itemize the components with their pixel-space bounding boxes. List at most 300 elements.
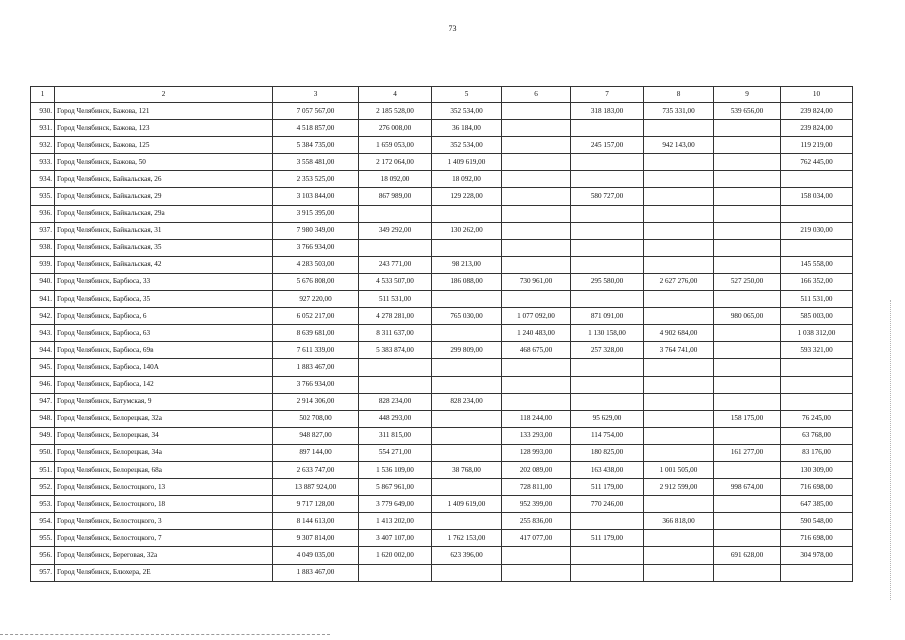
amount-cell: 9 307 814,00 xyxy=(273,530,359,547)
table-row xyxy=(31,120,853,137)
amount-cell xyxy=(502,188,571,205)
column-header-6: 6 xyxy=(502,87,571,103)
amount-cell: 4 518 857,00 xyxy=(273,120,359,137)
address-cell: Город Челябинск, Барбюса, 6 xyxy=(55,308,273,325)
table-row xyxy=(31,376,853,393)
amount-cell: 245 157,00 xyxy=(571,137,644,154)
amount-cell: 2 172 064,00 xyxy=(359,154,432,171)
amount-cell xyxy=(432,427,502,444)
row-number-cell: 946. xyxy=(31,376,55,393)
amount-cell xyxy=(432,444,502,461)
amount-cell xyxy=(714,137,781,154)
amount-cell: 623 396,00 xyxy=(432,547,502,564)
table-row xyxy=(31,256,853,273)
amount-cell xyxy=(502,393,571,410)
amount-cell xyxy=(714,564,781,581)
amount-cell: 3 407 107,00 xyxy=(359,530,432,547)
row-number-cell: 931. xyxy=(31,120,55,137)
footer-rule xyxy=(0,634,330,635)
amount-cell: 119 219,00 xyxy=(781,137,853,154)
address-cell: Город Челябинск, Белорецкая, 68а xyxy=(55,461,273,478)
amount-cell xyxy=(502,103,571,120)
amount-cell xyxy=(644,444,714,461)
amount-cell xyxy=(644,188,714,205)
amount-cell: 585 003,00 xyxy=(781,308,853,325)
amount-cell xyxy=(714,256,781,273)
amount-cell: 202 089,00 xyxy=(502,461,571,478)
amount-cell xyxy=(714,376,781,393)
amount-cell: 511 179,00 xyxy=(571,479,644,496)
amount-cell xyxy=(714,239,781,256)
table-row xyxy=(31,291,853,308)
amount-cell: 867 989,00 xyxy=(359,188,432,205)
amount-cell xyxy=(714,427,781,444)
address-cell: Город Челябинск, Барбюса, 35 xyxy=(55,291,273,308)
table-row xyxy=(31,222,853,239)
table-row xyxy=(31,393,853,410)
amount-cell xyxy=(644,564,714,581)
table-row xyxy=(31,273,853,290)
address-cell: Город Челябинск, Байкальская, 31 xyxy=(55,222,273,239)
address-cell: Город Челябинск, Барбюса, 140А xyxy=(55,359,273,376)
address-cell: Город Челябинск, Бажова, 125 xyxy=(55,137,273,154)
amount-cell xyxy=(502,154,571,171)
row-number-cell: 945. xyxy=(31,359,55,376)
amount-cell: 130 309,00 xyxy=(781,461,853,478)
amount-cell: 158 175,00 xyxy=(714,410,781,427)
amount-cell: 1 409 619,00 xyxy=(432,154,502,171)
row-number-cell: 948. xyxy=(31,410,55,427)
amount-cell: 770 246,00 xyxy=(571,496,644,513)
amount-cell xyxy=(502,137,571,154)
amount-cell: 647 385,00 xyxy=(781,496,853,513)
amount-cell: 318 183,00 xyxy=(571,103,644,120)
amount-cell: 942 143,00 xyxy=(644,137,714,154)
amount-cell: 3 764 741,00 xyxy=(644,342,714,359)
address-cell: Город Челябинск, Белостоцкого, 7 xyxy=(55,530,273,547)
table-row xyxy=(31,205,853,222)
amount-cell: 3 915 395,00 xyxy=(273,205,359,222)
table-row xyxy=(31,461,853,478)
address-cell: Город Челябинск, Барбюса, 142 xyxy=(55,376,273,393)
amount-cell: 243 771,00 xyxy=(359,256,432,273)
amount-cell xyxy=(432,205,502,222)
row-number-cell: 937. xyxy=(31,222,55,239)
amount-cell xyxy=(571,222,644,239)
table-row xyxy=(31,427,853,444)
row-number-cell: 932. xyxy=(31,137,55,154)
amount-cell xyxy=(571,205,644,222)
amount-cell: 255 836,00 xyxy=(502,513,571,530)
amount-cell: 448 293,00 xyxy=(359,410,432,427)
table-row xyxy=(31,513,853,530)
amount-cell: 9 717 128,00 xyxy=(273,496,359,513)
amount-cell: 145 558,00 xyxy=(781,256,853,273)
amount-cell: 219 030,00 xyxy=(781,222,853,239)
amount-cell: 3 779 649,00 xyxy=(359,496,432,513)
amount-cell: 163 438,00 xyxy=(571,461,644,478)
amount-cell: 36 184,00 xyxy=(432,120,502,137)
amount-cell: 735 331,00 xyxy=(644,103,714,120)
amount-cell xyxy=(714,171,781,188)
amount-cell xyxy=(571,393,644,410)
address-cell: Город Челябинск, Байкальская, 42 xyxy=(55,256,273,273)
amount-cell xyxy=(714,393,781,410)
amount-cell: 295 580,00 xyxy=(571,273,644,290)
table-row xyxy=(31,137,853,154)
amount-cell: 1 001 505,00 xyxy=(644,461,714,478)
amount-cell xyxy=(781,239,853,256)
amount-cell xyxy=(644,393,714,410)
table-row xyxy=(31,359,853,376)
column-header-8: 8 xyxy=(644,87,714,103)
amount-cell: 83 176,00 xyxy=(781,444,853,461)
amount-cell: 8 144 613,00 xyxy=(273,513,359,530)
amount-cell: 166 352,00 xyxy=(781,273,853,290)
amount-cell xyxy=(432,410,502,427)
amount-cell xyxy=(644,496,714,513)
amount-cell: 527 250,00 xyxy=(714,273,781,290)
amount-cell: 8 639 681,00 xyxy=(273,325,359,342)
amount-cell: 128 993,00 xyxy=(502,444,571,461)
amount-cell xyxy=(432,239,502,256)
amount-cell: 980 065,00 xyxy=(714,308,781,325)
amount-cell xyxy=(432,376,502,393)
table-row xyxy=(31,154,853,171)
amount-cell xyxy=(644,256,714,273)
row-number-cell: 954. xyxy=(31,513,55,530)
amount-cell: 590 548,00 xyxy=(781,513,853,530)
amount-cell: 114 754,00 xyxy=(571,427,644,444)
amount-cell: 3 766 934,00 xyxy=(273,239,359,256)
amount-cell xyxy=(359,359,432,376)
column-header-9: 9 xyxy=(714,87,781,103)
amount-cell: 7 980 349,00 xyxy=(273,222,359,239)
amount-cell xyxy=(644,291,714,308)
amount-cell: 511 531,00 xyxy=(359,291,432,308)
amount-cell xyxy=(571,154,644,171)
amount-cell: 765 030,00 xyxy=(432,308,502,325)
address-cell: Город Челябинск, Береговая, 32а xyxy=(55,547,273,564)
amount-cell: 728 811,00 xyxy=(502,479,571,496)
amount-cell xyxy=(571,376,644,393)
address-cell: Город Челябинск, Барбюса, 33 xyxy=(55,273,273,290)
row-number-cell: 957. xyxy=(31,564,55,581)
table-row xyxy=(31,547,853,564)
amount-cell: 38 768,00 xyxy=(432,461,502,478)
amount-cell: 3 103 844,00 xyxy=(273,188,359,205)
amount-cell xyxy=(432,291,502,308)
scan-edge-mark xyxy=(890,300,897,600)
table-row xyxy=(31,444,853,461)
amount-cell: 468 675,00 xyxy=(502,342,571,359)
amount-cell: 129 228,00 xyxy=(432,188,502,205)
amount-cell xyxy=(644,530,714,547)
amount-cell xyxy=(781,359,853,376)
address-cell: Город Челябинск, Бажова, 50 xyxy=(55,154,273,171)
amount-cell xyxy=(644,308,714,325)
address-cell: Город Челябинск, Байкальская, 26 xyxy=(55,171,273,188)
amount-cell xyxy=(781,376,853,393)
amount-cell xyxy=(359,376,432,393)
column-header-4: 4 xyxy=(359,87,432,103)
amount-cell xyxy=(571,120,644,137)
column-header-3: 3 xyxy=(273,87,359,103)
amount-cell xyxy=(714,154,781,171)
amount-cell: 239 824,00 xyxy=(781,103,853,120)
amount-cell: 13 887 924,00 xyxy=(273,479,359,496)
address-cell: Город Челябинск, Белорецкая, 34 xyxy=(55,427,273,444)
amount-cell xyxy=(432,325,502,342)
amount-cell: 2 627 276,00 xyxy=(644,273,714,290)
amount-cell: 580 727,00 xyxy=(571,188,644,205)
amount-cell: 691 628,00 xyxy=(714,547,781,564)
amount-cell: 6 052 217,00 xyxy=(273,308,359,325)
amount-cell: 1 762 153,00 xyxy=(432,530,502,547)
column-header-10: 10 xyxy=(781,87,853,103)
amount-cell xyxy=(502,222,571,239)
table-row xyxy=(31,325,853,342)
header-row xyxy=(31,87,853,103)
amount-cell xyxy=(359,564,432,581)
amount-cell xyxy=(714,120,781,137)
row-number-cell: 940. xyxy=(31,273,55,290)
column-header-7: 7 xyxy=(571,87,644,103)
amount-cell: 3 558 481,00 xyxy=(273,154,359,171)
amount-cell: 158 034,00 xyxy=(781,188,853,205)
address-cell: Город Челябинск, Байкальская, 35 xyxy=(55,239,273,256)
amount-cell: 998 674,00 xyxy=(714,479,781,496)
row-number-cell: 952. xyxy=(31,479,55,496)
amount-cell xyxy=(502,376,571,393)
amount-cell: 352 534,00 xyxy=(432,137,502,154)
amount-cell: 4 049 035,00 xyxy=(273,547,359,564)
amount-cell: 130 262,00 xyxy=(432,222,502,239)
amount-cell xyxy=(359,239,432,256)
amount-cell: 5 384 735,00 xyxy=(273,137,359,154)
amount-cell: 1 077 092,00 xyxy=(502,308,571,325)
amount-cell xyxy=(781,393,853,410)
amount-cell: 186 088,00 xyxy=(432,273,502,290)
address-cell: Город Челябинск, Байкальская, 29 xyxy=(55,188,273,205)
amount-cell xyxy=(644,239,714,256)
row-number-cell: 942. xyxy=(31,308,55,325)
amount-cell: 18 092,00 xyxy=(432,171,502,188)
amount-cell: 927 220,00 xyxy=(273,291,359,308)
amount-cell xyxy=(714,325,781,342)
row-number-cell: 950. xyxy=(31,444,55,461)
amount-cell: 828 234,00 xyxy=(359,393,432,410)
amount-cell: 2 914 306,00 xyxy=(273,393,359,410)
amount-cell: 1 620 002,00 xyxy=(359,547,432,564)
amount-cell: 828 234,00 xyxy=(432,393,502,410)
amount-cell: 366 818,00 xyxy=(644,513,714,530)
amount-cell xyxy=(644,427,714,444)
amount-cell: 1 413 202,00 xyxy=(359,513,432,530)
amount-cell xyxy=(714,205,781,222)
amount-cell: 4 278 281,00 xyxy=(359,308,432,325)
amount-cell xyxy=(571,239,644,256)
amount-cell xyxy=(571,256,644,273)
amount-cell xyxy=(571,564,644,581)
row-number-cell: 955. xyxy=(31,530,55,547)
amount-cell: 76 245,00 xyxy=(781,410,853,427)
amount-cell: 5 867 961,00 xyxy=(359,479,432,496)
amount-cell xyxy=(432,564,502,581)
row-number-cell: 947. xyxy=(31,393,55,410)
row-number-cell: 943. xyxy=(31,325,55,342)
amount-cell: 5 676 808,00 xyxy=(273,273,359,290)
amount-cell xyxy=(502,291,571,308)
row-number-cell: 938. xyxy=(31,239,55,256)
amount-cell: 2 912 599,00 xyxy=(644,479,714,496)
address-cell: Город Челябинск, Белостоцкого, 18 xyxy=(55,496,273,513)
amount-cell: 5 383 874,00 xyxy=(359,342,432,359)
amount-cell: 871 091,00 xyxy=(571,308,644,325)
row-number-cell: 944. xyxy=(31,342,55,359)
amount-cell xyxy=(502,120,571,137)
amount-cell: 239 824,00 xyxy=(781,120,853,137)
amount-cell: 1 240 483,00 xyxy=(502,325,571,342)
table-row xyxy=(31,496,853,513)
amount-cell: 4 283 503,00 xyxy=(273,256,359,273)
amount-cell xyxy=(502,359,571,376)
amount-cell xyxy=(714,513,781,530)
table-body xyxy=(31,87,853,582)
table-row xyxy=(31,188,853,205)
amount-cell: 539 656,00 xyxy=(714,103,781,120)
amount-cell: 311 815,00 xyxy=(359,427,432,444)
amount-cell: 118 244,00 xyxy=(502,410,571,427)
amount-cell: 3 766 934,00 xyxy=(273,376,359,393)
amount-cell xyxy=(644,120,714,137)
amount-cell: 2 185 528,00 xyxy=(359,103,432,120)
amount-cell xyxy=(502,547,571,564)
amount-cell: 1 130 158,00 xyxy=(571,325,644,342)
table-row xyxy=(31,530,853,547)
amount-cell: 952 399,00 xyxy=(502,496,571,513)
amount-cell: 417 077,00 xyxy=(502,530,571,547)
amount-cell xyxy=(571,171,644,188)
amount-cell: 257 328,00 xyxy=(571,342,644,359)
row-number-cell: 936. xyxy=(31,205,55,222)
amount-cell: 2 633 747,00 xyxy=(273,461,359,478)
amount-cell xyxy=(781,171,853,188)
amount-cell xyxy=(432,359,502,376)
amount-cell: 716 698,00 xyxy=(781,530,853,547)
address-cell: Город Челябинск, Барбюса, 63 xyxy=(55,325,273,342)
amount-cell: 352 534,00 xyxy=(432,103,502,120)
row-number-cell: 941. xyxy=(31,291,55,308)
amount-cell xyxy=(714,461,781,478)
address-cell: Город Челябинск, Белорецкая, 32а xyxy=(55,410,273,427)
amount-cell xyxy=(714,188,781,205)
amount-cell xyxy=(644,171,714,188)
amount-cell xyxy=(571,359,644,376)
amount-cell: 502 708,00 xyxy=(273,410,359,427)
amount-cell xyxy=(714,359,781,376)
amount-cell xyxy=(714,496,781,513)
amount-cell: 730 961,00 xyxy=(502,273,571,290)
amount-cell xyxy=(502,171,571,188)
address-cell: Город Челябинск, Бажова, 123 xyxy=(55,120,273,137)
table-row xyxy=(31,479,853,496)
amount-cell: 276 008,00 xyxy=(359,120,432,137)
amount-cell: 133 293,00 xyxy=(502,427,571,444)
amount-cell xyxy=(502,564,571,581)
amount-cell: 8 311 637,00 xyxy=(359,325,432,342)
amount-cell: 511 531,00 xyxy=(781,291,853,308)
address-cell: Город Челябинск, Батумская, 9 xyxy=(55,393,273,410)
row-number-cell: 930. xyxy=(31,103,55,120)
table-row xyxy=(31,171,853,188)
page-number: 73 xyxy=(448,24,457,33)
amount-cell xyxy=(644,410,714,427)
amount-cell xyxy=(571,513,644,530)
table-row xyxy=(31,239,853,256)
amount-cell: 161 277,00 xyxy=(714,444,781,461)
row-number-cell: 935. xyxy=(31,188,55,205)
amount-cell: 1 659 053,00 xyxy=(359,137,432,154)
amount-cell: 180 825,00 xyxy=(571,444,644,461)
amount-cell: 762 445,00 xyxy=(781,154,853,171)
amount-cell: 948 827,00 xyxy=(273,427,359,444)
amount-cell xyxy=(644,205,714,222)
address-cell: Город Челябинск, Бажова, 121 xyxy=(55,103,273,120)
amount-cell: 1 536 109,00 xyxy=(359,461,432,478)
row-number-cell: 951. xyxy=(31,461,55,478)
amount-cell: 2 353 525,00 xyxy=(273,171,359,188)
amount-cell xyxy=(644,359,714,376)
row-number-cell: 933. xyxy=(31,154,55,171)
amount-cell: 299 809,00 xyxy=(432,342,502,359)
column-header-1: 1 xyxy=(31,87,55,103)
column-header-2: 2 xyxy=(55,87,273,103)
amount-cell xyxy=(432,513,502,530)
address-cell: Город Челябинск, Барбюса, 69в xyxy=(55,342,273,359)
address-cell: Город Челябинск, Байкальская, 29а xyxy=(55,205,273,222)
amount-cell xyxy=(781,205,853,222)
amount-cell xyxy=(432,479,502,496)
amount-cell xyxy=(644,547,714,564)
amount-cell xyxy=(502,256,571,273)
amount-cell: 304 978,00 xyxy=(781,547,853,564)
amount-cell: 716 698,00 xyxy=(781,479,853,496)
amount-cell xyxy=(571,547,644,564)
address-cell: Город Челябинск, Блюхера, 2Е xyxy=(55,564,273,581)
data-table xyxy=(30,86,853,582)
amount-cell: 95 629,00 xyxy=(571,410,644,427)
amount-cell xyxy=(502,205,571,222)
amount-cell: 897 144,00 xyxy=(273,444,359,461)
amount-cell: 63 768,00 xyxy=(781,427,853,444)
address-cell: Город Челябинск, Белостоцкого, 3 xyxy=(55,513,273,530)
amount-cell: 7 057 567,00 xyxy=(273,103,359,120)
amount-cell xyxy=(714,291,781,308)
amount-cell: 18 092,00 xyxy=(359,171,432,188)
amount-cell xyxy=(644,376,714,393)
amount-cell: 349 292,00 xyxy=(359,222,432,239)
table-row xyxy=(31,103,853,120)
row-number-cell: 949. xyxy=(31,427,55,444)
amount-cell: 98 213,00 xyxy=(432,256,502,273)
table-row xyxy=(31,564,853,581)
amount-cell: 554 271,00 xyxy=(359,444,432,461)
amount-cell: 1 038 312,00 xyxy=(781,325,853,342)
amount-cell xyxy=(644,222,714,239)
row-number-cell: 939. xyxy=(31,256,55,273)
amount-cell xyxy=(781,564,853,581)
